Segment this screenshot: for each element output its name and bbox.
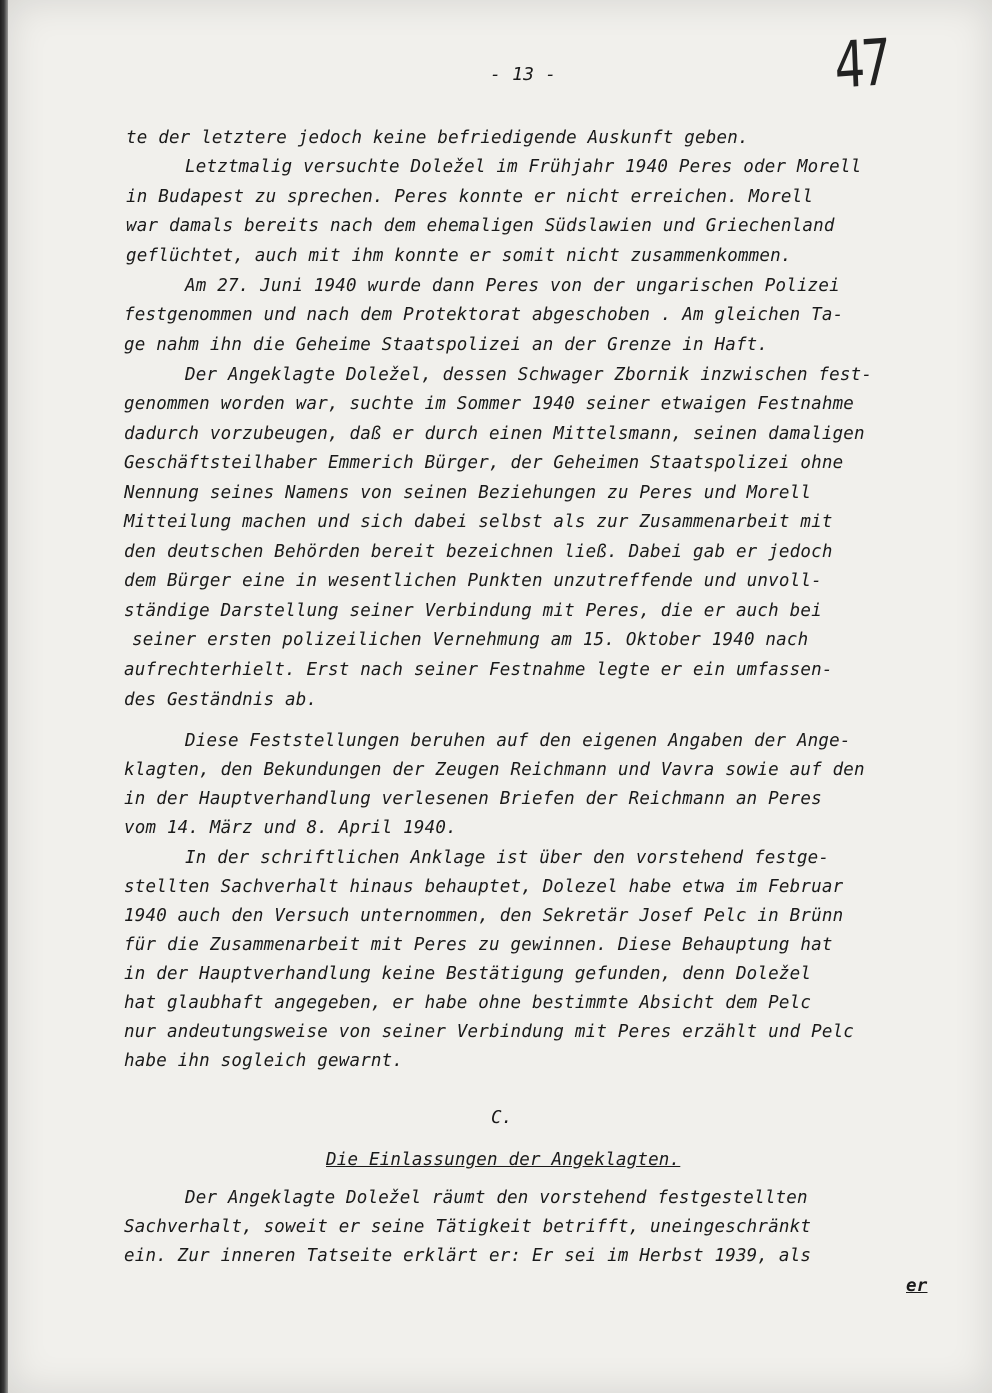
text-line: in der Hauptverhandlung keine Bestätigung gefunden, denn Doležel [124, 964, 812, 984]
text-line: nur andeutungsweise von seiner Verbindung mit Peres erzählt und Pelc [124, 1022, 855, 1042]
handwritten-page-mark: 47 [833, 26, 889, 104]
text-line: aufrechterhielt. Erst nach seiner Festnahme legte er ein umfassen- [124, 660, 833, 680]
text-line: in der Hauptverhandlung verlesenen Briefen der Reichmann an Peres [124, 789, 822, 809]
text-line: dadurch vorzubeugen, daß er durch einen Mittelsmann, seinen damaligen [124, 424, 865, 444]
text-line: Der Angeklagte Doležel, dessen Schwager Zbornik inzwischen fest- [185, 365, 873, 385]
text-line: dem Bürger eine in wesentlichen Punkten unzutreffende und unvoll- [124, 571, 822, 591]
document-page [8, 0, 992, 1393]
text-line: Am 27. Juni 1940 wurde dann Peres von der ungarischen Polizei [185, 276, 840, 296]
text-line: ein. Zur inneren Tatseite erklärt er: Er sei im Herbst 1939, als [124, 1246, 812, 1266]
text-line: ständige Darstellung seiner Verbindung mit Peres, die er auch bei [124, 601, 822, 621]
text-line: Diese Feststellungen beruhen auf den eigenen Angaben der Ange- [185, 731, 851, 751]
text-line: in Budapest zu sprechen. Peres konnte er nicht erreichen. Morell [126, 187, 814, 207]
text-line: geflüchtet, auch mit ihm konnte er somit nicht zusammenkommen. [126, 246, 792, 266]
text-line: ge nahm ihn die Geheime Staatspolizei an der Grenze in Haft. [124, 335, 769, 355]
section-heading: Die Einlassungen der Angeklagten. [326, 1150, 681, 1170]
text-line: seiner ersten polizeilichen Vernehmung am 15. Oktober 1940 nach [132, 630, 809, 650]
text-line: Letztmalig versuchte Doležel im Frühjahr 1940 Peres oder Morell [185, 157, 862, 177]
text-line: den deutschen Behörden bereit bezeichnen ließ. Dabei gab er jedoch [124, 542, 833, 562]
text-line: 1940 auch den Versuch unternommen, den Sekretär Josef Pelc in Brünn [124, 906, 844, 926]
text-line: genommen worden war, suchte im Sommer 1940 seiner etwaigen Festnahme [124, 394, 855, 414]
text-line: Der Angeklagte Doležel räumt den vorstehend festgestellten [185, 1188, 808, 1208]
page-number: - 13 - [490, 64, 557, 85]
text-line: vom 14. März und 8. April 1940. [124, 818, 457, 838]
text-line: festgenommen und nach dem Protektorat abgeschoben . Am gleichen Ta- [124, 305, 844, 325]
text-line: Mitteilung machen und sich dabei selbst als zur Zusammenarbeit mit [124, 512, 833, 532]
text-line: te der letztere jedoch keine befriedigende Auskunft geben. [126, 128, 749, 148]
text-line: habe ihn sogleich gewarnt. [124, 1051, 404, 1071]
text-line: für die Zusammenarbeit mit Peres zu gewinnen. Diese Behauptung hat [124, 935, 833, 955]
text-line: In der schriftlichen Anklage ist über den vorstehend festge- [185, 848, 830, 868]
text-line: des Geständnis ab. [124, 690, 318, 710]
text-line: war damals bereits nach dem ehemaligen Südslawien und Griechenland [126, 216, 835, 236]
text-line: stellten Sachverhalt hinaus behauptet, Dolezel habe etwa im Februar [124, 877, 844, 897]
text-line: Nennung seines Namens von seinen Beziehungen zu Peres und Morell [124, 483, 812, 503]
text-line: Sachverhalt, soweit er seine Tätigkeit betrifft, uneingeschränkt [124, 1217, 812, 1237]
catchword: er [906, 1276, 928, 1296]
text-line: hat glaubhaft angegeben, er habe ohne bestimmte Absicht dem Pelc [124, 993, 812, 1013]
text-line: Geschäftsteilhaber Emmerich Bürger, der Geheimen Staatspolizei ohne [124, 453, 844, 473]
section-letter: C. [491, 1108, 513, 1128]
text-line: klagten, den Bekundungen der Zeugen Reichmann und Vavra sowie auf den [124, 760, 865, 780]
